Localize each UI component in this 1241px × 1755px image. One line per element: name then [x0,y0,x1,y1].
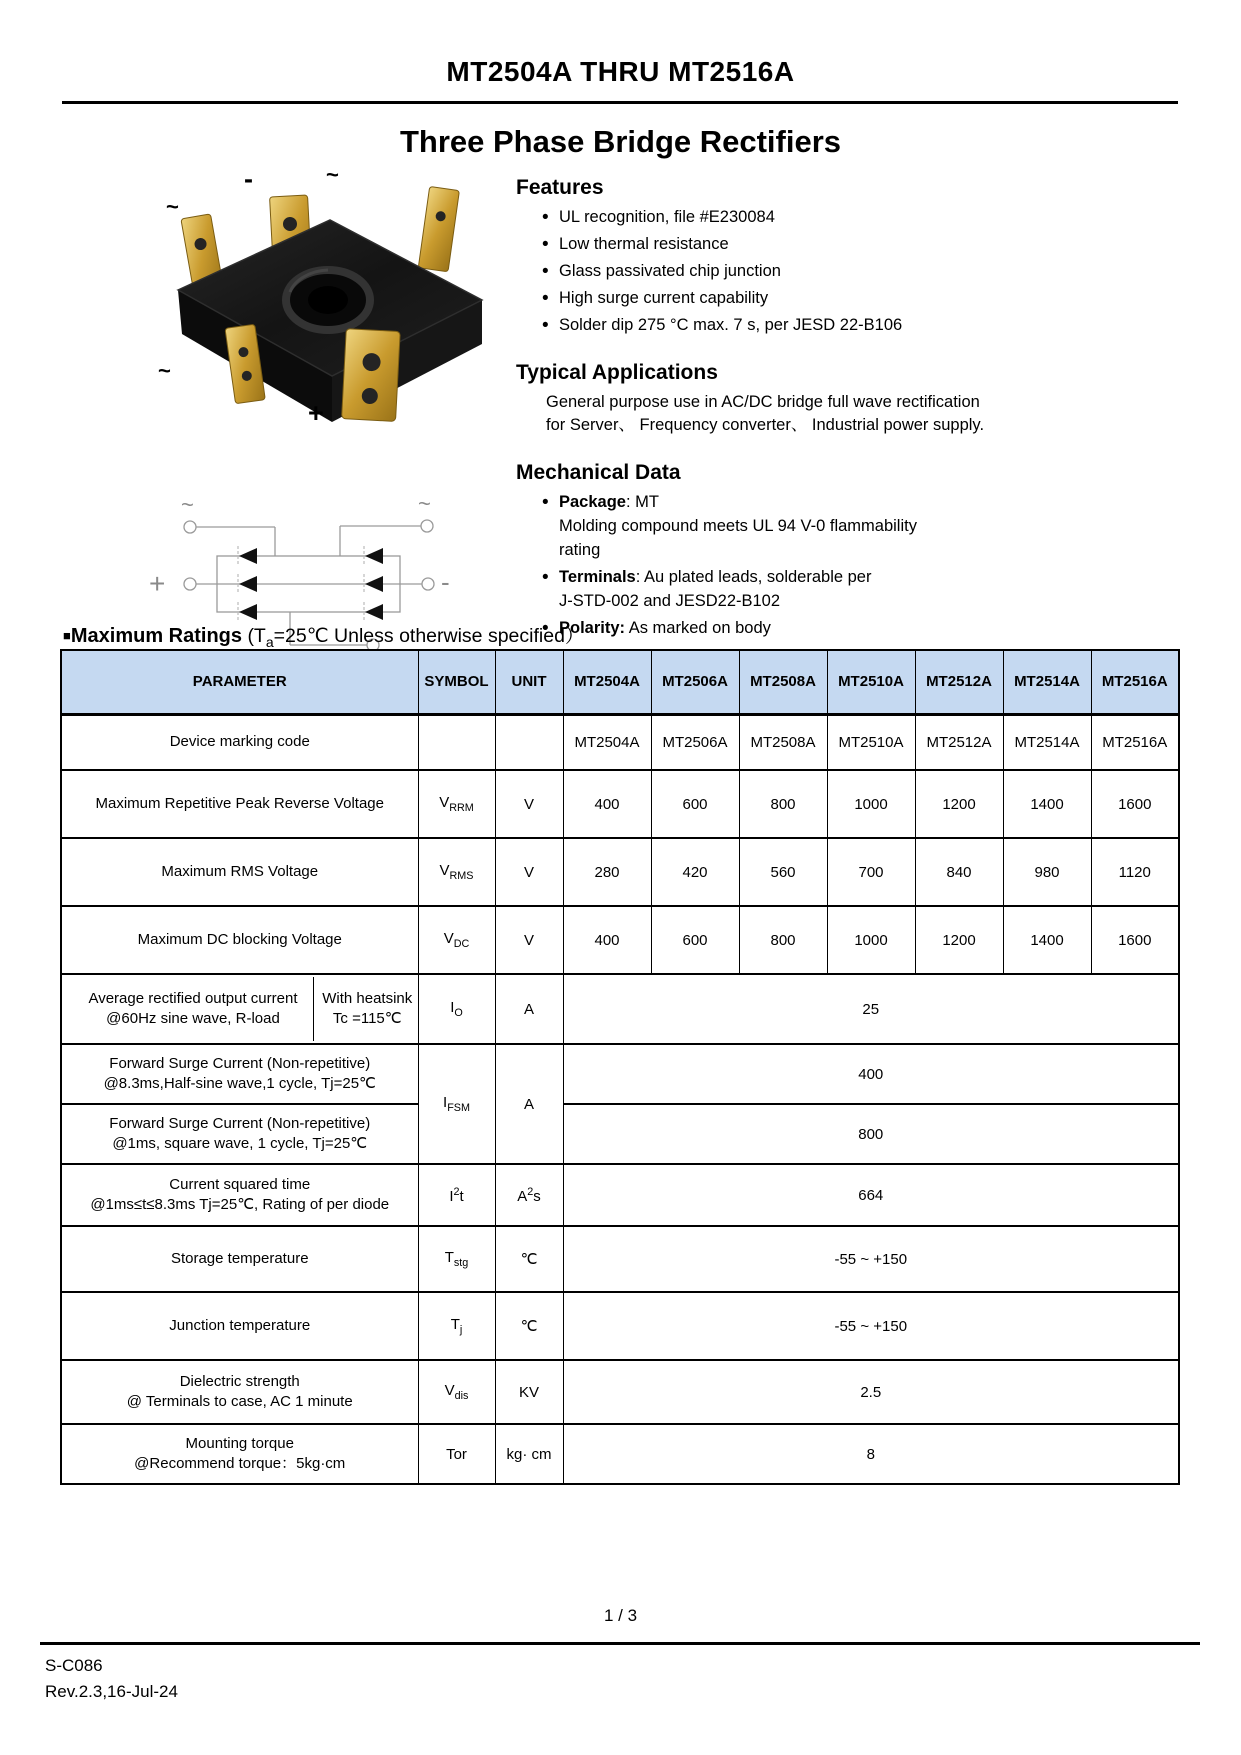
list-item: • UL recognition, file #E230084 [542,206,1126,229]
list-item: • Package: MT Molding compound meets UL 94 V-0 flammability rating [542,491,1126,562]
table-row: Dielectric strength @ Terminals to case, AC 1 minute $V_{dis}$ KV 2.5 [61,1360,1179,1424]
col-symbol: SYMBOL [418,650,495,714]
applications-line: for Server、 Frequency converter、 Industrial power supply. [546,416,985,434]
features-section [516,176,1126,337]
ac-label-top-left: ~ [181,492,194,517]
page-title: MT2504A THRU MT2516A [446,56,795,87]
col-model: MT2506A [651,650,739,714]
applications-section [516,361,1126,437]
bridge-rectifier-image [140,158,520,458]
table-row: Maximum Repetitive Peak Reverse Voltage $V_{RRM}$ V 400 600 800 1000 1200 1400 1600 [61,770,1179,838]
table-header-row [61,650,1179,714]
list-item: • High surge current capability [542,287,1126,310]
polarity-label-ac2: ~ [326,162,339,187]
col-model: MT2514A [1003,650,1091,714]
mechanical-list [542,491,1126,640]
applications-line: General purpose use in AC/DC bridge full wave rectification [546,393,980,411]
mechanical-section [516,461,1126,640]
list-item: • Glass passivated chip junction [542,260,1126,283]
page-number: 1 / 3 [603,1606,638,1625]
document-revision: Rev.2.3,16-Jul-24 [45,1682,178,1701]
mechanical-heading: Mechanical Data [516,461,681,484]
table-row: Forward Surge Current (Non-repetitive) @8.3ms,Half-sine wave,1 cycle, Tj=25℃ $I_{FSM}$ A 400 [61,1044,1179,1104]
table-row: Forward Surge Current (Non-repetitive) @1ms, square wave, 1 cycle, Tj=25℃ 800 [61,1104,1179,1164]
table-row: Junction temperature $T_j$ ℃ -55 ~ +150 [61,1292,1179,1360]
maximum-ratings-table [60,649,1180,1485]
col-parameter: PARAMETER [61,650,418,714]
table-row: Mounting torque @Recommend torque：5kg·cm Tor kg· cm 8 [61,1424,1179,1484]
col-model: MT2504A [563,650,651,714]
page-subtitle: Three Phase Bridge Rectifiers [399,124,842,159]
features-heading: Features [516,176,604,199]
table-row: Average rectified output current @60Hz sine wave, R-load With heatsink Tc =115℃ $I_O$ A 25 [61,974,1179,1044]
list-item: • Polarity: As marked on body [542,617,1126,640]
footer-divider [40,1642,1200,1645]
table-row: Maximum DC blocking Voltage $V_{DC}$ V 400 600 800 1000 1200 1400 1600 [61,906,1179,974]
polarity-label-minus: - [244,164,253,194]
col-model: MT2516A [1091,650,1179,714]
list-item: • Terminals: Au plated leads, solderable per J-STD-002 and JESD22-B102 [542,566,1126,613]
polarity-label-ac3: ~ [158,358,171,383]
title-divider [62,101,1178,104]
maximum-ratings-heading: ■Maximum Ratings ($T_a=25℃$ Unless otherwise specified） [63,625,585,650]
ac-label-top-right: ~ [418,491,431,516]
right-column [516,176,1126,664]
col-model: MT2512A [915,650,1003,714]
list-item: • Solder dip 275 °C max. 7 s, per JESD 22-B106 [542,314,1126,337]
table-row: Storage temperature $T_{stg}$ ℃ -55 ~ +150 [61,1226,1179,1292]
col-unit: UNIT [495,650,563,714]
table-row: Current squared time @1ms≤t≤8.3ms Tj=25℃, Rating of per diode $I^2t$ $A^2s$ 664 [61,1164,1179,1226]
document-number: S-C086 [45,1656,103,1675]
polarity-label-ac1: ~ [166,194,179,219]
plus-label: + [149,568,166,599]
minus-label: - [441,567,450,597]
features-list [542,206,1126,337]
table-row: Maximum RMS Voltage $V_{RMS}$ V 280 420 560 700 840 980 1120 [61,838,1179,906]
col-model: MT2510A [827,650,915,714]
table-row: Device marking code MT2504A MT2506A MT2508A MT2510A MT2512A MT2514A MT2516A [61,714,1179,770]
product-photo [140,158,520,458]
list-item: • Low thermal resistance [542,233,1126,256]
applications-heading: Typical Applications [516,361,718,384]
polarity-label-plus: + [308,398,324,428]
col-model: MT2508A [739,650,827,714]
